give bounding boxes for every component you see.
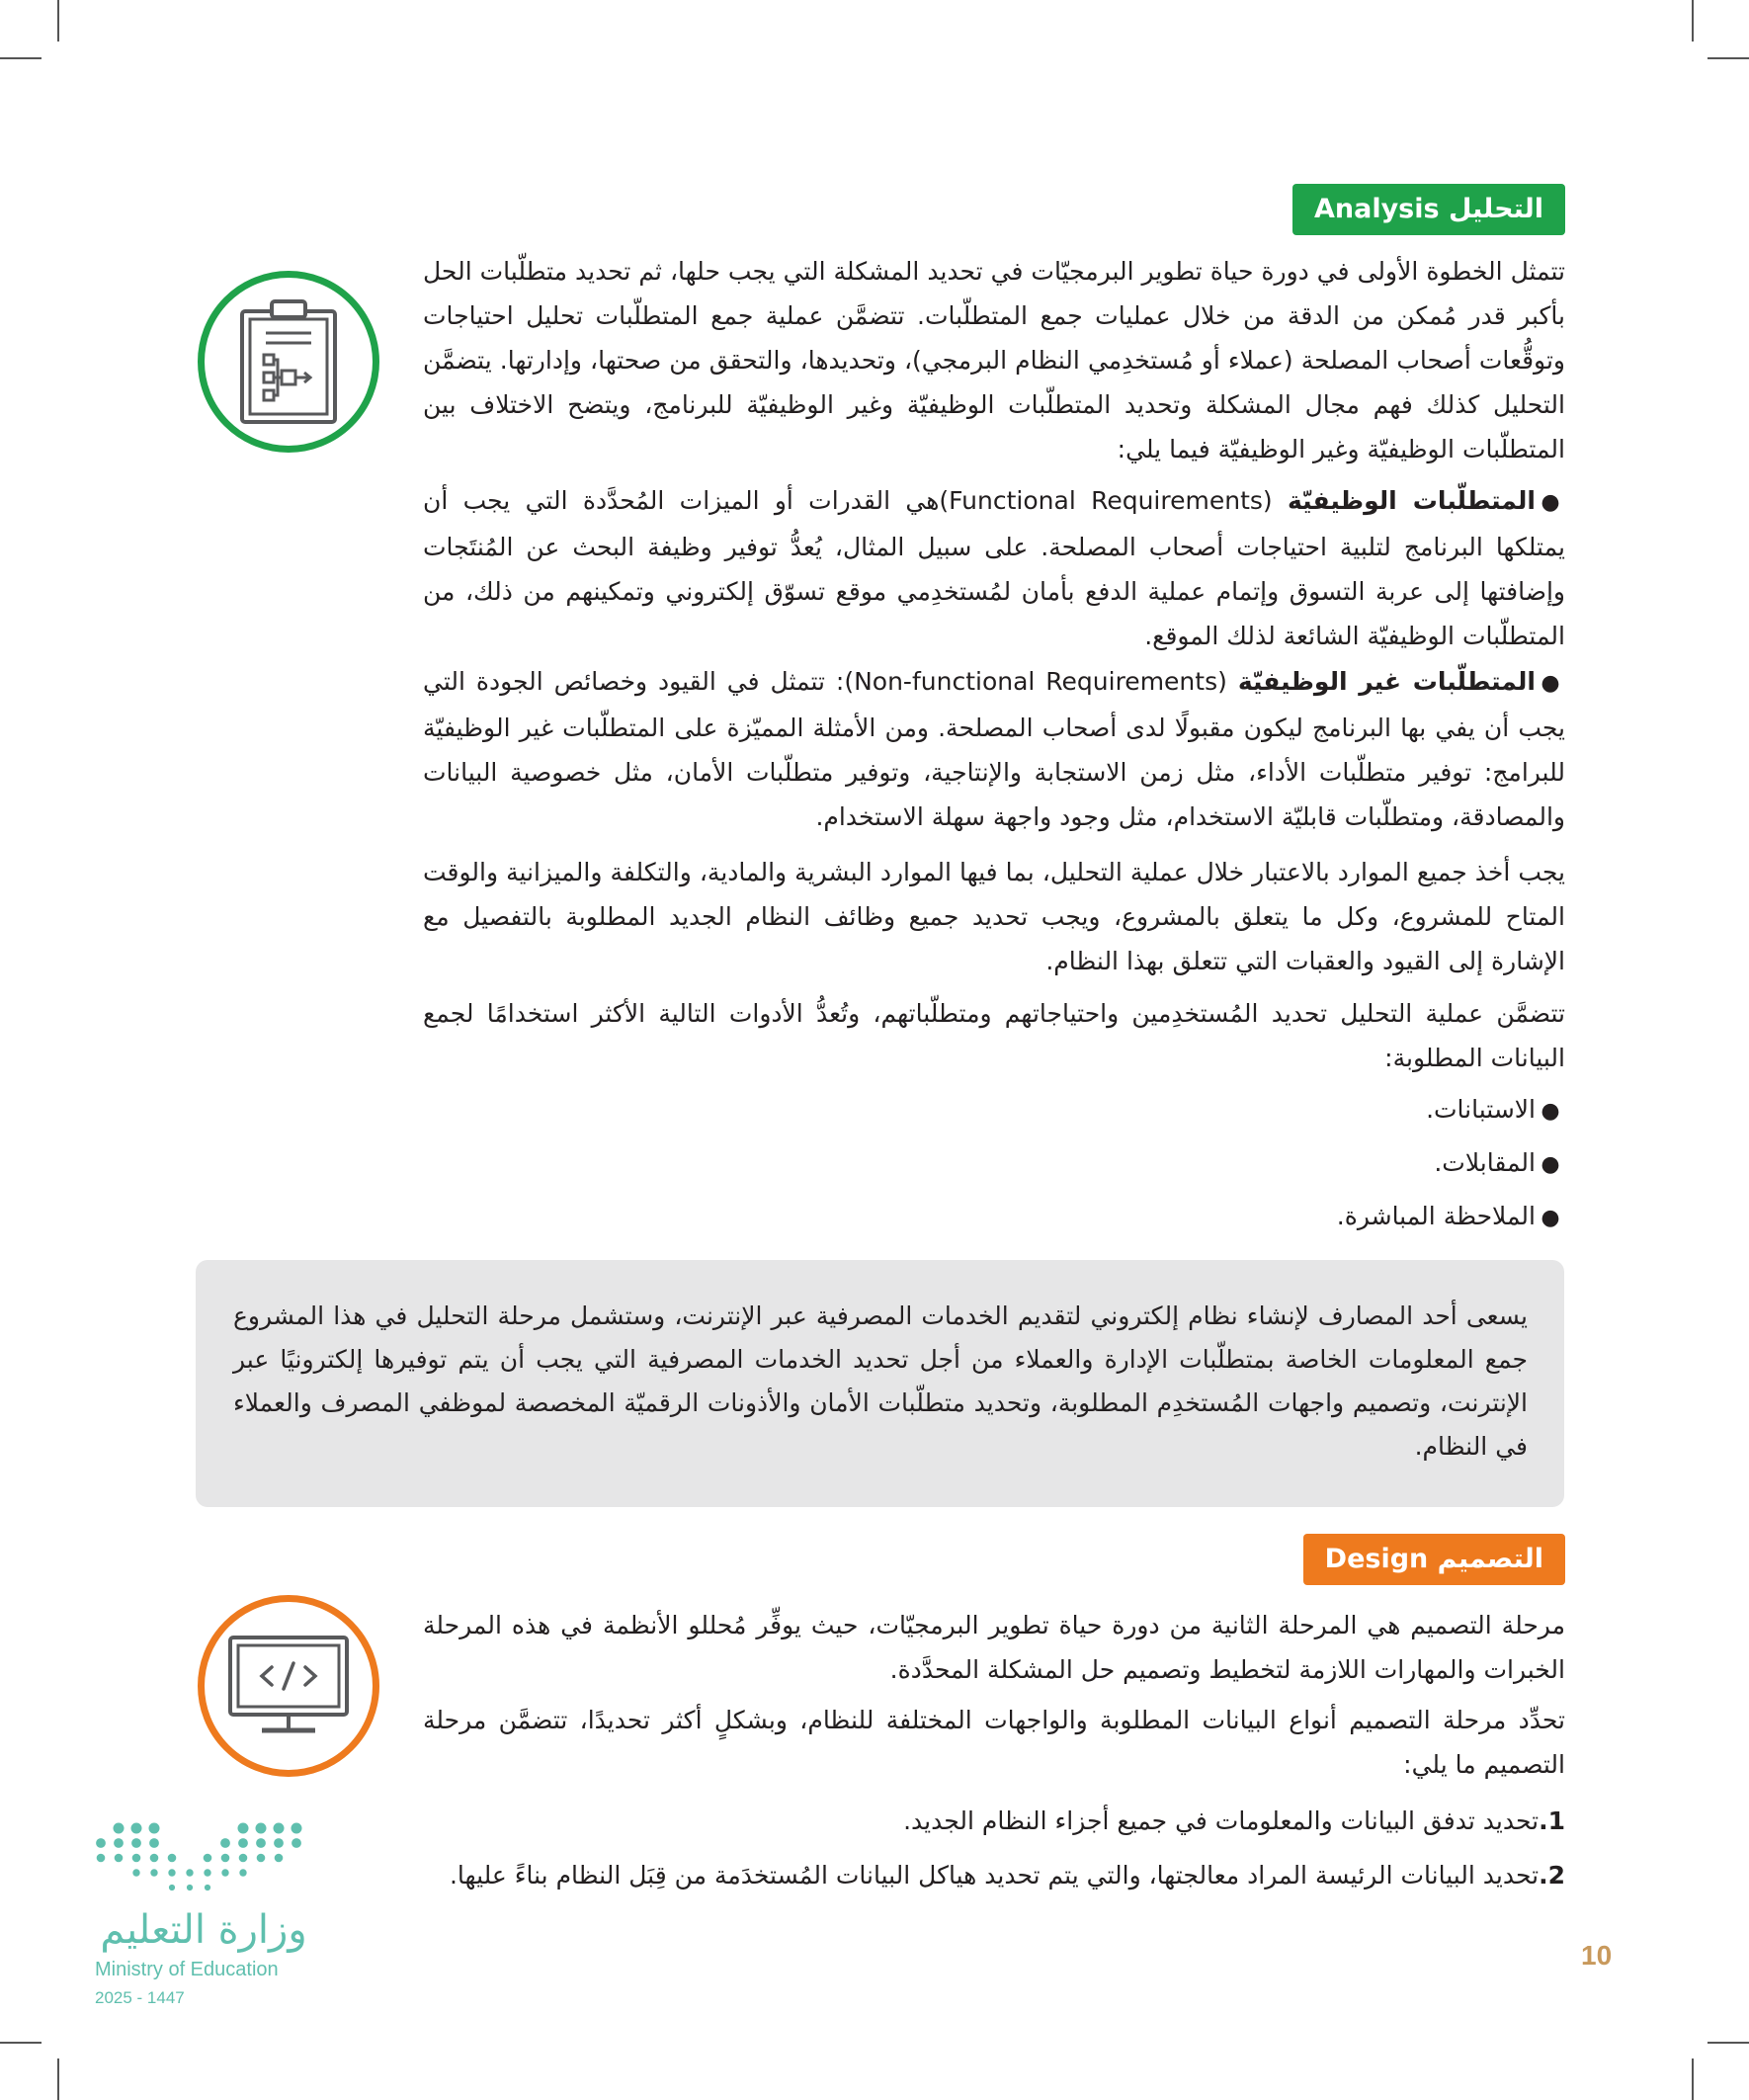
- logo-dot: [168, 1854, 177, 1863]
- nonfunctional-term: المتطلّبات غير الوظيفيّة: [1237, 667, 1536, 696]
- step-number: 2.: [1539, 1861, 1565, 1890]
- tool-item: ●الاستبانات.: [1426, 1087, 1565, 1134]
- nonfunctional-term-en: Non-functional Requirements: [854, 667, 1218, 696]
- bullet-icon: ●: [1541, 1206, 1560, 1230]
- logo-dot: [257, 1854, 266, 1863]
- logo-dot: [220, 1838, 230, 1848]
- ministry-name-ar: وزارة التعليم: [100, 1907, 307, 1953]
- logo-dot: [239, 1869, 246, 1876]
- design-section-tag: التصميم Design: [1303, 1534, 1565, 1585]
- logo-dot: [115, 1854, 124, 1863]
- design-intro-paragraph: مرحلة التصميم هي المرحلة الثانية من دورة حياة تطوير البرمجيّات، حيث يوفِّر مُحللو الأنظمة في هذه المرحلة الخبرات والمهارات اللازمة لتخطيط وتصميم حل المشكلة المحدَّدة.: [423, 1611, 1565, 1684]
- clipboard-flowchart-icon: [234, 297, 343, 426]
- analysis-intro-paragraph: تتمثل الخطوة الأولى في دورة حياة تطوير البرمجيّات في تحديد المشكلة التي يجب حلها، ثم تحديد متطلّبات الحل بأكبر قدر مُمكن من الدقة من خلال عمليات جمع المتطلّبات. تتضمَّن عملية جمع المتطلّبات تحليل احتياجات وتوقُّعات أصحاب المصلحة (عملاء أو مُستخدِمي النظام البرمجي)، وتحديدها، والتحقق من صحتها، وإدارتها. يتضمَّن التحليل كذلك فهم مجال المشكلة وتحديد المتطلّبات الوظيفيّة وغير الوظيفيّة للبرنامج، ويتضح الاختلاف بين المتطلّبات الوظيفيّة وغير الوظيفيّة فيما يلي:: [423, 257, 1565, 463]
- step-text: تحديد تدفق البيانات والمعلومات في جميع أجزاء النظام الجديد.: [903, 1806, 1540, 1835]
- crop-mark: [1707, 57, 1749, 59]
- logo-dot: [132, 1869, 139, 1876]
- logo-dot: [96, 1838, 106, 1848]
- ministry-logo-icon: [91, 1820, 308, 1899]
- logo-dot: [256, 1823, 267, 1834]
- logo-dot: [221, 1869, 228, 1876]
- monitor-code-icon: [224, 1632, 353, 1740]
- logo-dot: [186, 1869, 193, 1876]
- design-scope-paragraph: تحدِّد مرحلة التصميم أنواع البيانات المطلوبة والواجهات المختلفة للنظام، وبشكلٍ أكثر تحديدًا، تتضمَّن مرحلة التصميم ما يلي:: [423, 1706, 1565, 1779]
- crop-mark: [1692, 2058, 1694, 2100]
- logo-dot: [221, 1854, 230, 1863]
- logo-dot: [275, 1854, 284, 1863]
- crop-mark: [1707, 2042, 1749, 2044]
- logo-dot: [238, 1823, 249, 1834]
- logo-dot: [149, 1838, 159, 1848]
- nonfunctional-requirements-item: ●المتطلّبات غير الوظيفيّة (Non-functional Requirements): تتمثل في القيود وخصائص الجودة التي يجب أن يفي بها البرنامج ليكون مقبولًا لدى أصحاب المصلحة. ومن الأمثلة المميّزة على المتطلّبات غير الوظيفيّة للبرامج: توفير متطلّبات الأداء، مثل زمن الاستجابة والإنتاجية، وتوفير متطلّبات الأمان، مثل خصوصية البيانات والمصادقة، ومتطلّبات قابليّة الاستخدام، مثل وجود واجهة سهلة الاستخدام.: [423, 659, 1565, 839]
- logo-dot: [274, 1823, 285, 1834]
- ministry-year: 2025 - 1447: [95, 1988, 185, 2007]
- crop-mark: [57, 0, 59, 42]
- logo-dot: [97, 1854, 106, 1863]
- bullet-icon: ●: [1541, 671, 1560, 696]
- crop-mark: [1692, 0, 1694, 42]
- step-text: تحديد البيانات الرئيسة المراد معالجتها، والتي يتم تحديد هياكل البيانات المُستخدَمة من قِبَل النظام بناءً عليها.: [449, 1861, 1540, 1890]
- page-number: 10: [1581, 1940, 1613, 1971]
- crop-mark: [0, 2042, 42, 2044]
- tools-intro-paragraph: تتضمَّن عملية التحليل تحديد المُستخدِمين واحتياجاتهم ومتطلّباتهم، وتُعدُّ الأدوات التالية الأكثر استخدامًا لجمع البيانات المطلوبة:: [423, 999, 1565, 1072]
- functional-requirements-item: ●المتطلّبات الوظيفيّة (Functional Requirements)هي القدرات أو الميزات المُحدَّدة التي يجب أن يمتلكها البرنامج لتلبية احتياجات أصحاب المصلحة. على سبيل المثال، يُعدُّ توفير وظيفة البحث عن المُنتَجات وإضافتها إلى عربة التسوق وإتمام عملية الدفع بأمان لمُستخدِمي موقع تسوّق إلكتروني وتمكينهم من ذلك، من المتطلّبات الوظيفيّة الشائعة لذلك الموقع.: [423, 478, 1565, 658]
- logo-dot: [274, 1838, 284, 1848]
- logo-dot: [150, 1854, 159, 1863]
- logo-dot: [204, 1854, 212, 1863]
- logo-dot: [131, 1838, 141, 1848]
- resources-paragraph: يجب أخذ جميع الموارد بالاعتبار خلال عملية التحليل، بما فيها الموارد البشرية والمادية، والتكلفة والميزانية والوقت المتاح للمشروع، وكل ما يتعلق بالمشروع، ويجب تحديد جميع وظائف النظام الجديد المطلوبة بالتفصيل مع الإشارة إلى القيود والعقبات التي تتعلق بهذا النظام.: [423, 858, 1565, 975]
- logo-dot: [168, 1869, 175, 1876]
- logo-dot: [292, 1823, 302, 1834]
- logo-dot: [239, 1854, 248, 1863]
- logo-dot: [238, 1838, 248, 1848]
- logo-dot: [114, 1838, 124, 1848]
- ministry-name-en: Ministry of Education: [95, 1959, 279, 1980]
- logo-dot: [131, 1823, 142, 1834]
- bullet-icon: ●: [1541, 1152, 1560, 1177]
- crop-mark: [57, 2058, 59, 2100]
- analysis-icon-circle: [198, 271, 379, 453]
- logo-dot: [169, 1885, 175, 1890]
- design-step-item: [423, 1799, 1565, 1843]
- logo-dot: [114, 1823, 125, 1834]
- nonfunctional-text: : تتمثل في القيود وخصائص الجودة التي يجب أن يفي بها البرنامج ليكون مقبولًا لدى أصحاب المصلحة. ومن الأمثلة المميّزة على المتطلّبات غير الوظيفيّة للبرامج: توفير متطلّبات الأداء، مثل زمن الاستجابة والإنتاجية، وتوفير متطلّبات الأمان، مثل خصوصية البيانات والمصادقة، ومتطلّبات قابليّة الاستخدام، مثل وجود واجهة سهلة الاستخدام.: [423, 667, 1565, 831]
- bullet-icon: ●: [1541, 490, 1560, 515]
- logo-dot: [132, 1854, 141, 1863]
- step-number: 1.: [1539, 1806, 1565, 1835]
- logo-dot: [150, 1869, 157, 1876]
- functional-text: هي القدرات أو الميزات المُحدَّدة التي يجب أن يمتلكها البرنامج لتلبية احتياجات أصحاب المصلحة. على سبيل المثال، يُعدُّ توفير وظيفة البحث عن المُنتَجات وإضافتها إلى عربة التسوق وإتمام عملية الدفع بأمان لمُستخدِمي موقع تسوّق إلكتروني وتمكينهم من ذلك، من المتطلّبات الوظيفيّة الشائعة لذلك الموقع.: [423, 486, 1565, 650]
- functional-term-en: Functional Requirements: [949, 486, 1263, 515]
- tool-item: ●المقابلات.: [1434, 1140, 1565, 1187]
- functional-term: المتطلّبات الوظيفيّة: [1287, 486, 1536, 515]
- logo-dot: [204, 1869, 210, 1876]
- logo-dot: [256, 1838, 266, 1848]
- logo-dot: [292, 1838, 301, 1848]
- crop-mark: [0, 57, 42, 59]
- design-icon-circle: [198, 1595, 379, 1777]
- bullet-icon: ●: [1541, 1099, 1560, 1124]
- logo-dot: [205, 1885, 210, 1890]
- logo-dot: [149, 1823, 160, 1834]
- design-step-item: [423, 1853, 1565, 1897]
- analysis-section-tag: التحليل Analysis: [1292, 184, 1565, 235]
- logo-dot: [187, 1885, 193, 1890]
- example-text: يسعى أحد المصارف لإنشاء نظام إلكتروني لتقديم الخدمات المصرفية عبر الإنترنت، وستشمل مرحلة التحليل في هذا المشروع جمع المعلومات الخاصة بمتطلّبات الإدارة والعملاء من أجل تحديد الخدمات المصرفية التي يجب أن يتم توفيرها إلكترونيًا عبر الإنترنت، وتصميم واجهات المُستخدِم المطلوبة، وتحديد متطلّبات الأمان والأذونات الرقميّة المخصصة لموظفي المصرف والعملاء في النظام.: [233, 1302, 1528, 1461]
- tool-item: ●الملاحظة المباشرة.: [1337, 1194, 1565, 1240]
